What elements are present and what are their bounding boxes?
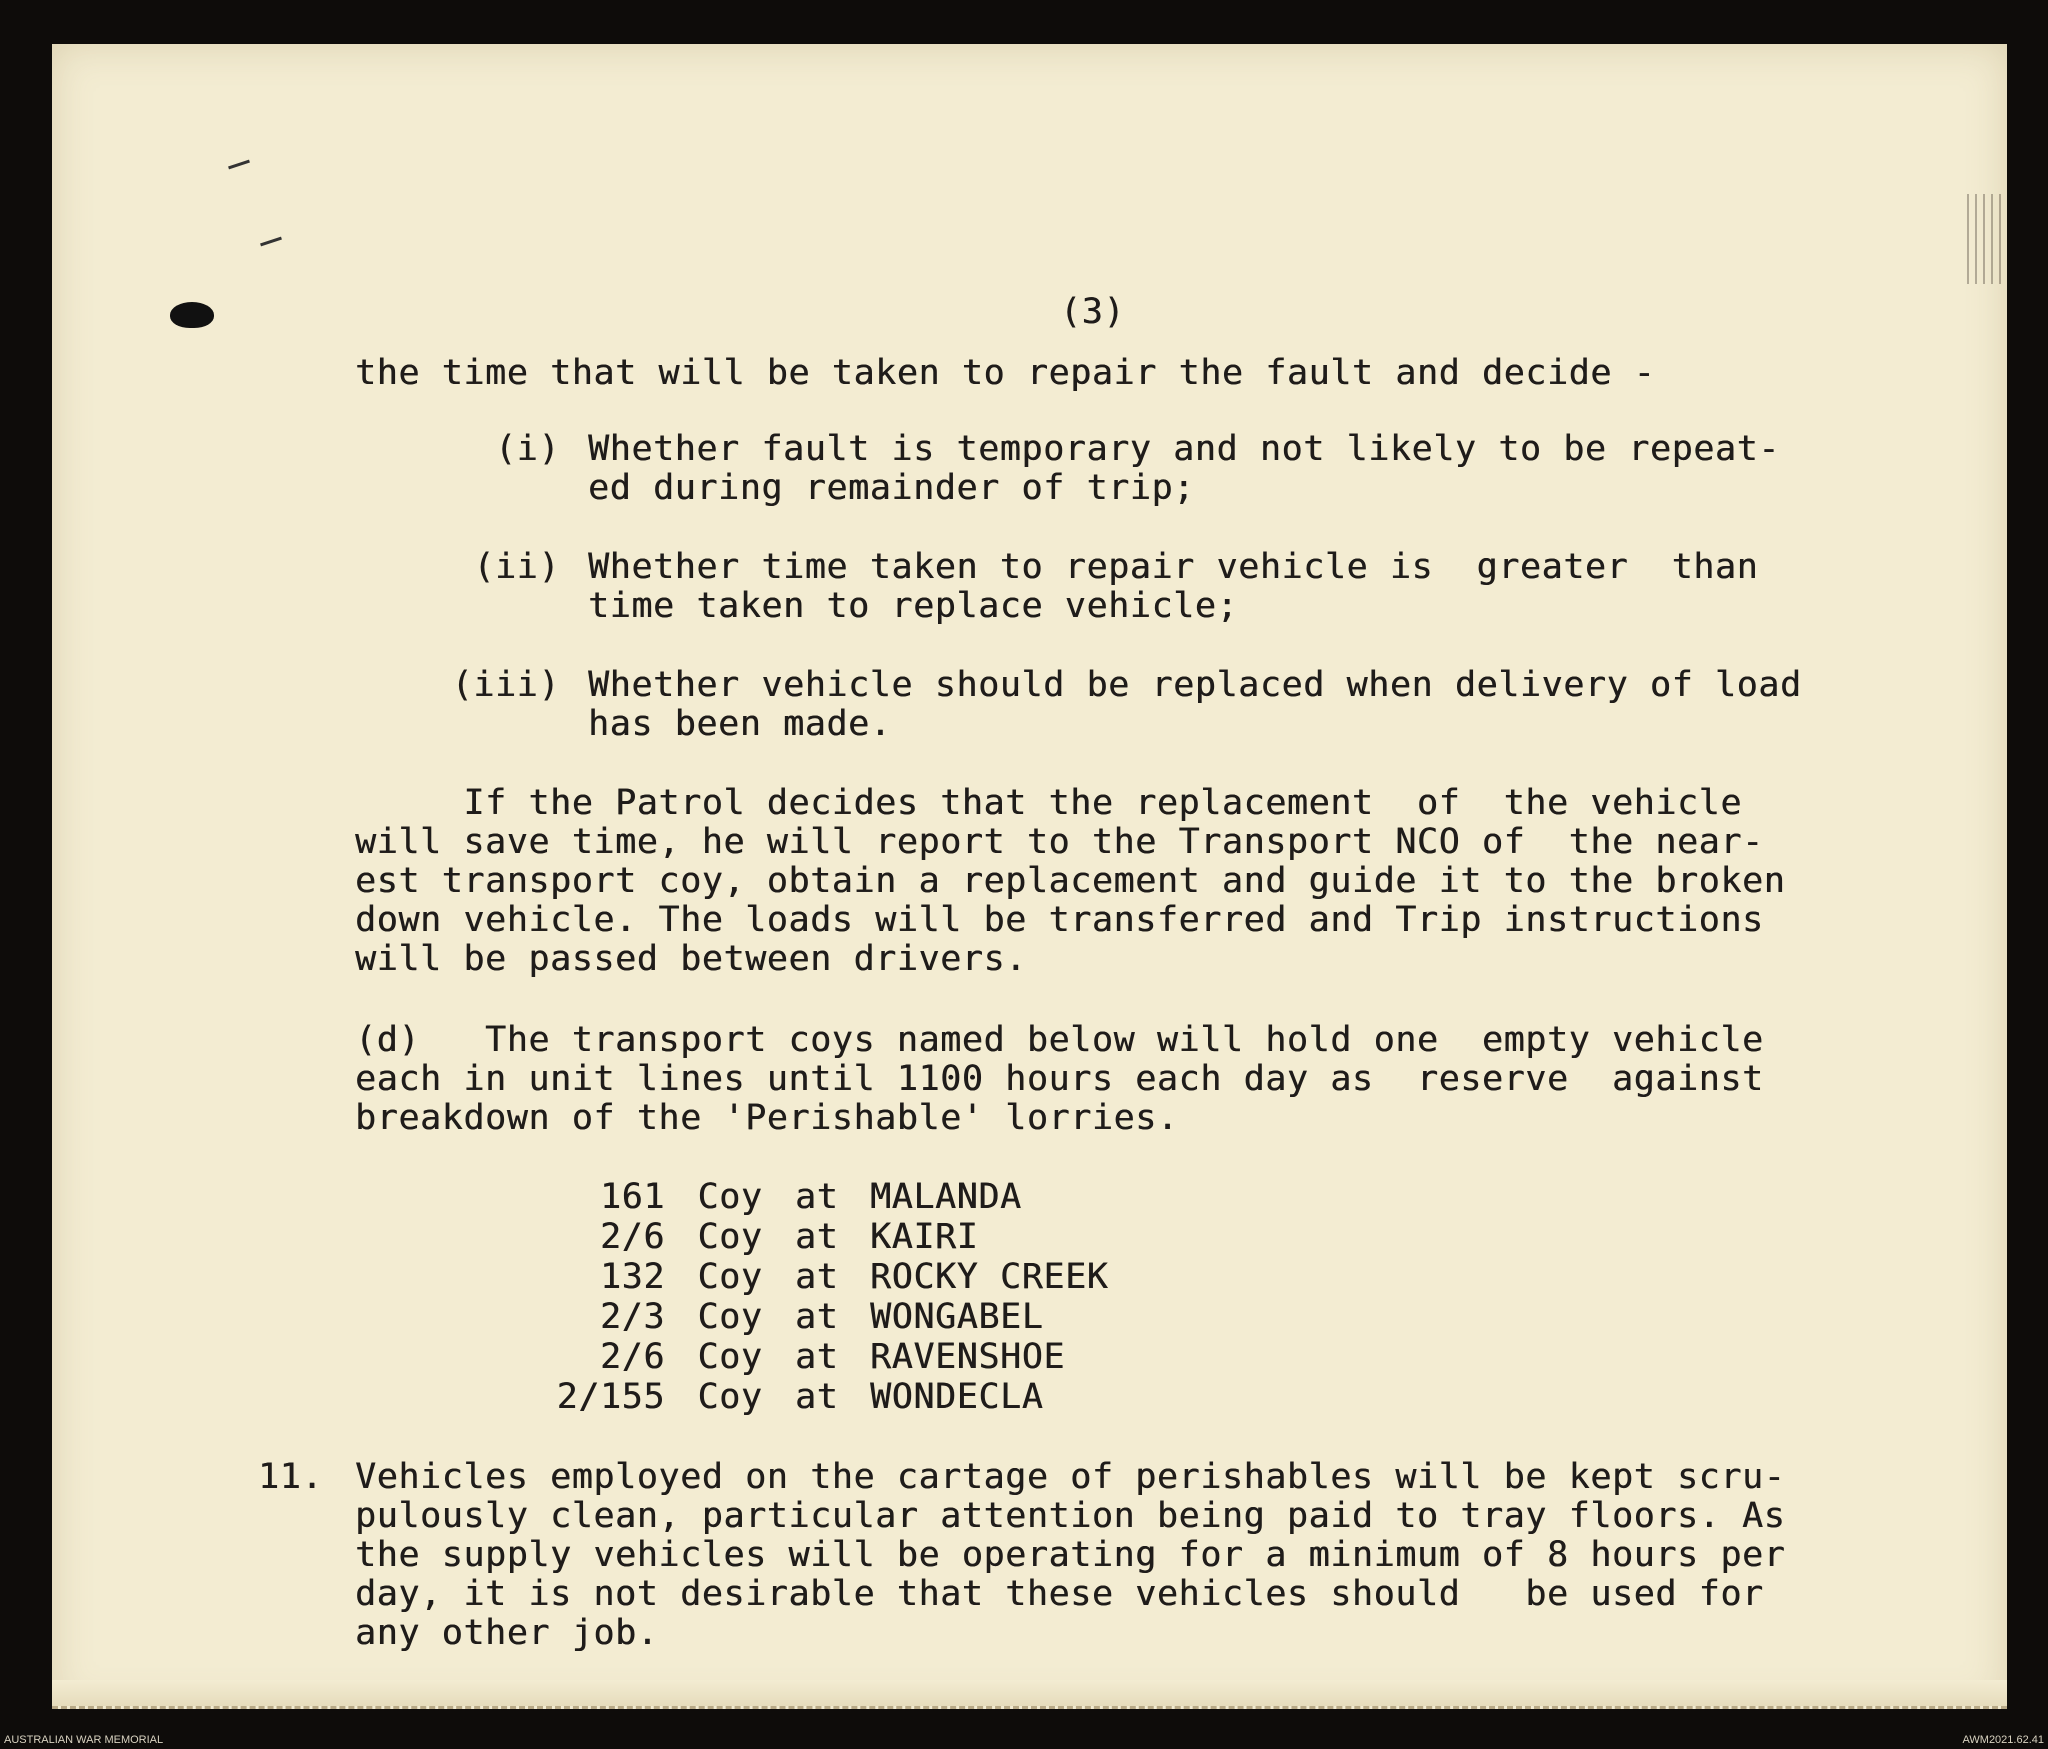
coy-at: at bbox=[795, 1176, 839, 1217]
coy-number: 2/6 bbox=[599, 1216, 665, 1257]
coy-row bbox=[550, 1177, 1270, 1217]
list-item-line: ed during remainder of trip; bbox=[588, 468, 1195, 508]
list-item-label: (iii) bbox=[451, 665, 560, 705]
coy-row bbox=[550, 1337, 1270, 1377]
paragraph-line: will save time, he will report to the Transport NCO of the near- bbox=[355, 822, 1764, 862]
paragraph-line: day, it is not desirable that these vehicles should be used for bbox=[355, 1574, 1764, 1614]
coy-number: 132 bbox=[599, 1256, 665, 1297]
list-item-line: Whether vehicle should be replaced when delivery of load bbox=[588, 665, 1802, 705]
list-item-line: Whether fault is temporary and not likely to be repeat- bbox=[588, 429, 1780, 469]
coy-row bbox=[550, 1257, 1270, 1297]
coy-location: WONGABEL bbox=[870, 1296, 1044, 1337]
coy-number: 161 bbox=[599, 1176, 665, 1217]
list-item-line: has been made. bbox=[588, 704, 892, 744]
paragraph-line: pulously clean, particular attention being paid to tray floors. As bbox=[355, 1496, 1786, 1536]
paragraph-line: If the Patrol decides that the replacement of the vehicle bbox=[355, 783, 1742, 823]
paragraph-line: each in unit lines until 1100 hours each day as reserve against bbox=[355, 1059, 1764, 1099]
paragraph-line: Vehicles employed on the cartage of perishables will be kept scru- bbox=[355, 1457, 1786, 1497]
coy-at: at bbox=[795, 1256, 839, 1297]
paragraph-line: the supply vehicles will be operating for a minimum of 8 hours per bbox=[355, 1535, 1786, 1575]
coy-at: at bbox=[795, 1216, 839, 1257]
list-item-label: (i) bbox=[494, 429, 560, 469]
coy-number: 2/6 bbox=[599, 1336, 665, 1377]
coy-row bbox=[550, 1377, 1270, 1417]
paper-bottom-edge bbox=[52, 1680, 2007, 1709]
coy-row bbox=[550, 1297, 1270, 1337]
list-item-label: (ii) bbox=[473, 547, 560, 587]
paragraph-line: will be passed between drivers. bbox=[355, 939, 1027, 979]
coy-label: Coy bbox=[697, 1296, 763, 1337]
coy-at: at bbox=[795, 1376, 839, 1417]
footer-credit: AUSTRALIAN WAR MEMORIAL bbox=[4, 1734, 164, 1746]
transport-coy-list bbox=[550, 1177, 1270, 1417]
fold-marks bbox=[1961, 194, 2001, 284]
page-number: (3) bbox=[1060, 292, 1126, 332]
paragraph-line: (d) The transport coys named below will hold one empty vehicle bbox=[355, 1020, 1764, 1060]
coy-label: Coy bbox=[697, 1376, 763, 1417]
coy-location: KAIRI bbox=[870, 1216, 979, 1257]
intro-line: the time that will be taken to repair the fault and decide - bbox=[355, 353, 1656, 393]
footer-reference: AWM2021.62.41 bbox=[1962, 1734, 2044, 1746]
coy-location: RAVENSHOE bbox=[870, 1336, 1066, 1377]
coy-label: Coy bbox=[697, 1256, 763, 1297]
coy-location: ROCKY CREEK bbox=[870, 1256, 1109, 1297]
punch-hole bbox=[170, 302, 214, 328]
coy-label: Coy bbox=[697, 1216, 763, 1257]
coy-label: Coy bbox=[697, 1336, 763, 1377]
coy-location: WONDECLA bbox=[870, 1376, 1044, 1417]
coy-number: 2/155 bbox=[556, 1376, 665, 1417]
coy-number: 2/3 bbox=[599, 1296, 665, 1337]
coy-at: at bbox=[795, 1336, 839, 1377]
list-item-line: Whether time taken to repair vehicle is greater than bbox=[588, 547, 1759, 587]
paragraph-line: any other job. bbox=[355, 1613, 659, 1653]
paragraph-line: down vehicle. The loads will be transferred and Trip instructions bbox=[355, 900, 1764, 940]
list-item-line: time taken to replace vehicle; bbox=[588, 586, 1239, 626]
paragraph-number: 11. bbox=[258, 1457, 324, 1497]
coy-at: at bbox=[795, 1296, 839, 1337]
coy-row bbox=[550, 1217, 1270, 1257]
coy-location: MALANDA bbox=[870, 1176, 1022, 1217]
paragraph-line: est transport coy, obtain a replacement and guide it to the broken bbox=[355, 861, 1786, 901]
paragraph-line: breakdown of the 'Perishable' lorries. bbox=[355, 1098, 1179, 1138]
coy-label: Coy bbox=[697, 1176, 763, 1217]
